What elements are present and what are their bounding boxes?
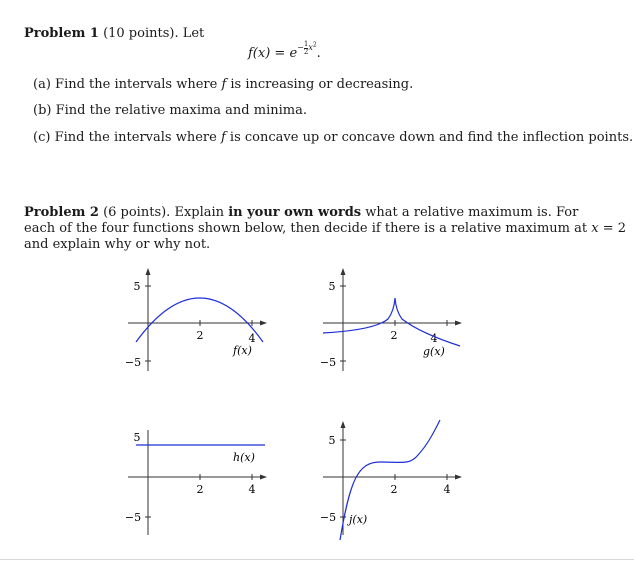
part-a-text-after: is increasing or decreasing.: [230, 77, 414, 92]
part-c-label: (c): [33, 130, 51, 145]
graph-h: [115, 420, 275, 540]
graph-f-ylabel-top: 5: [133, 280, 141, 293]
formula-end: .: [316, 46, 321, 61]
graph-j-ylabel-top: 5: [328, 434, 336, 447]
problem2-line2: [24, 221, 626, 236]
problem2-line3: [24, 237, 210, 252]
problem2-line1-a: Explain: [174, 205, 225, 220]
problem2-line1-bold: in your own words: [228, 205, 362, 220]
graph-h-ylabel-top: 5: [133, 431, 141, 444]
graph-g-ylabel-top: 5: [328, 280, 336, 293]
graph-h-ylabel-bottom: −5: [124, 511, 142, 524]
graph-g-xlabel-2: 2: [390, 329, 398, 342]
graph-j-y-arrow: [341, 421, 346, 428]
graph-j: [310, 410, 480, 545]
graph-g: [310, 265, 480, 375]
graph-f-x-arrow: [260, 321, 267, 326]
graph-g-xlabel-4: 4: [430, 332, 438, 345]
problem1-lead: Let: [182, 26, 205, 41]
problem2-points: (6 points).: [103, 205, 171, 220]
problem1-part-c: [33, 130, 633, 145]
graph-g-x-arrow: [455, 321, 462, 326]
formula-exponent: [297, 39, 317, 56]
problem2-line2-var: x: [591, 221, 599, 236]
part-a-var: f: [221, 77, 227, 92]
exp-den: 2: [303, 47, 309, 56]
problem2-line3-text: and explain why or why not.: [24, 237, 211, 252]
bottom-divider: [0, 559, 634, 560]
problem1-points: (10 points).: [103, 26, 179, 41]
graph-h-x-arrow: [260, 475, 267, 480]
problem1-part-a: [33, 77, 413, 92]
problem1-title: Problem 1: [24, 26, 99, 41]
graph-f-xlabel-2: 2: [196, 329, 204, 342]
part-a-label: (a): [33, 77, 51, 92]
exp-pow: 2: [312, 41, 317, 49]
graph-f: [115, 265, 275, 375]
graph-j-xlabel-2: 2: [390, 483, 398, 496]
problem2-line2-a: each of the four functions shown below, then decide if there is a relative maximum at: [24, 221, 588, 236]
graph-f-ylabel-bottom: −5: [124, 356, 142, 369]
exp-var: x: [308, 43, 313, 52]
exp-sign: −: [297, 43, 304, 52]
problem1-heading: [24, 26, 204, 41]
problem2-line1-b: what a relative maximum is. For: [365, 205, 579, 220]
graph-j-ylabel-bottom: −5: [319, 511, 337, 524]
part-b-label: (b): [33, 103, 52, 118]
part-a-text: Find the intervals where: [55, 77, 218, 92]
problem2-title: Problem 2: [24, 205, 99, 220]
graph-j-x-arrow: [455, 475, 462, 480]
formula-lhs: f(x) = e: [248, 46, 298, 61]
problem2-line2-b: = 2: [602, 221, 627, 236]
exp-num: 1: [303, 39, 309, 48]
part-b-text: Find the relative maxima and minima.: [55, 103, 307, 118]
graph-f-label: f(x): [233, 344, 252, 357]
graph-g-label: g(x): [423, 345, 445, 358]
part-c-text-after: is concave up or concave down and find the inflection points.: [229, 130, 634, 145]
graph-g-y-arrow: [341, 268, 346, 275]
graph-g-ylabel-bottom: −5: [319, 356, 337, 369]
part-c-var: f: [220, 130, 226, 145]
graph-j-xlabel-4: 4: [443, 483, 451, 496]
graph-f-y-arrow: [146, 268, 151, 275]
graph-h-label: h(x): [233, 451, 255, 464]
problem2-line1: [24, 205, 578, 220]
problem1-formula: [248, 39, 321, 63]
problem1-part-b: [33, 103, 307, 118]
part-c-text: Find the intervals where: [54, 130, 217, 145]
graph-f-xlabel-4: 4: [248, 332, 256, 345]
graph-h-xlabel-2: 2: [196, 483, 204, 496]
graph-h-xlabel-4: 4: [248, 483, 256, 496]
graph-j-label: j(x): [349, 513, 368, 526]
